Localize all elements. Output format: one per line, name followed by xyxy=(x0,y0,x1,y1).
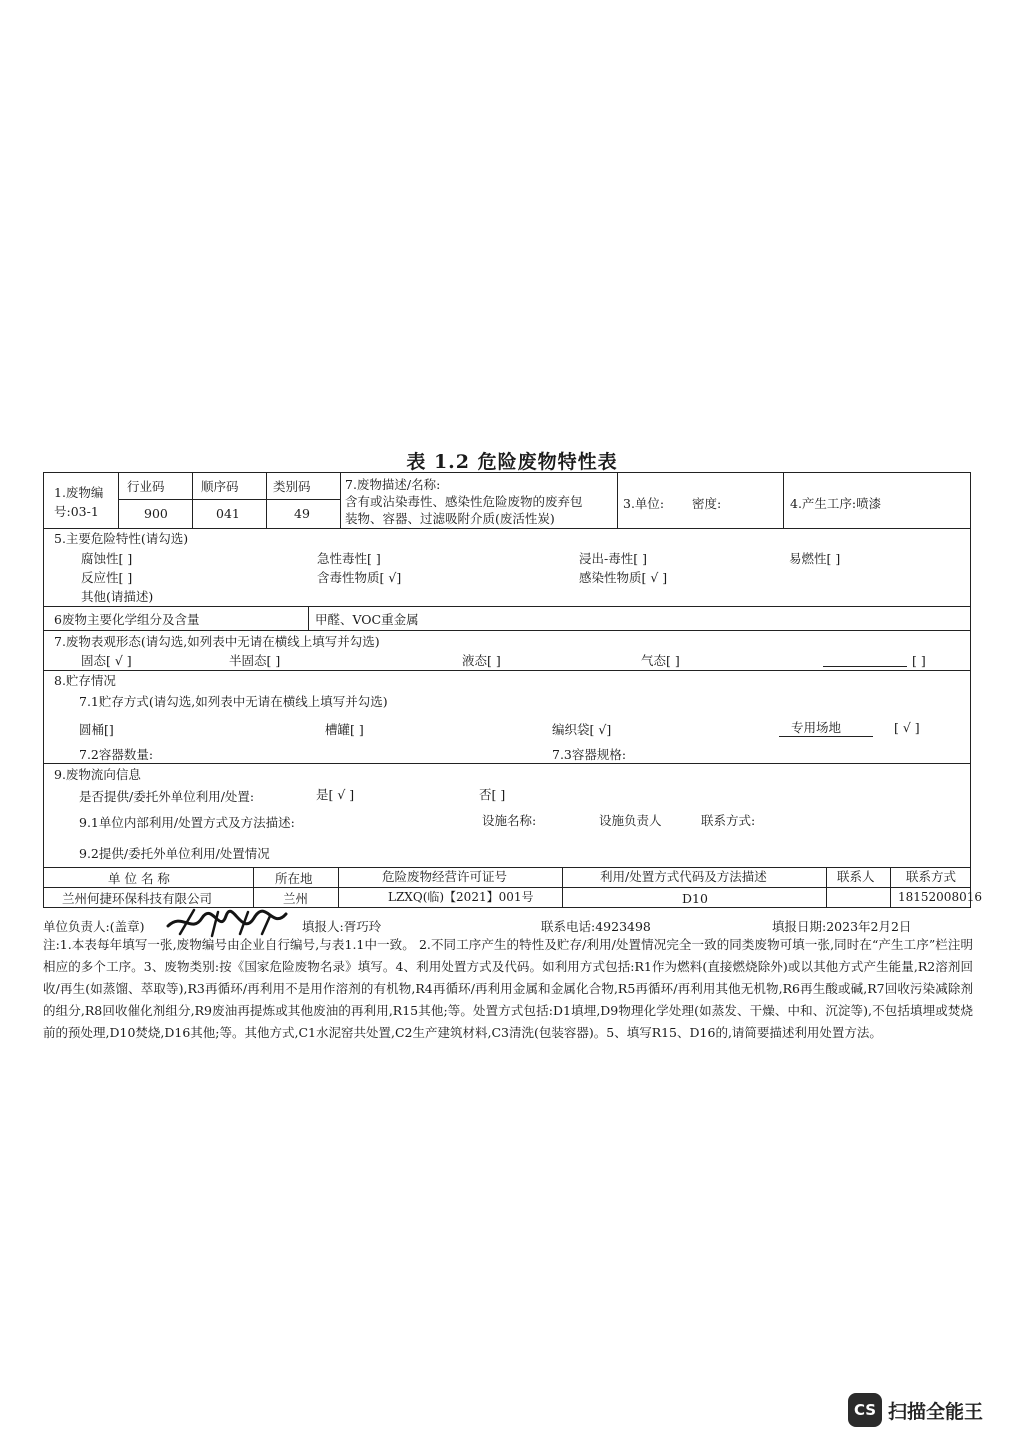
composition-label: 6废物主要化学组分及含量 xyxy=(54,612,200,627)
container-spec: 7.3容器规格: xyxy=(552,747,627,762)
hazard-other: 其他(请描述) xyxy=(81,589,154,604)
hazard-form-table xyxy=(43,472,982,908)
hazard-heading: 5.主要危险特性(请勾选) xyxy=(54,531,189,546)
flow-external: 9.2提供/委托外单位利用/处置情况 xyxy=(79,846,270,861)
form-solid: 固态[ √ ] xyxy=(81,653,132,668)
description-line1: 含有或沾染毒性、感染性危险废物的废弃包 xyxy=(345,494,583,509)
waste-number-label-line2: 号:03-1 xyxy=(54,504,99,519)
storage-heading: 8.贮存情况 xyxy=(54,673,116,688)
storage-tank: 槽罐[ ] xyxy=(325,722,364,737)
form-gas: 气态[ ] xyxy=(641,653,680,668)
sequence-code-label: 顺序码 xyxy=(201,479,239,494)
flow-yes: 是[ √ ] xyxy=(316,787,355,802)
storage-barrel: 圆桶[] xyxy=(79,722,114,737)
table-header-contact-person: 联系人 xyxy=(837,869,875,884)
scanner-brand-name: 扫描全能王 xyxy=(888,1400,984,1423)
facility-name: 设施名称: xyxy=(482,813,537,828)
table-cell-location: 兰州 xyxy=(283,891,309,906)
camscanner-logo-icon: CS xyxy=(848,1393,882,1427)
hazard-toxic-substance: 含毒性物质[ √] xyxy=(317,570,402,585)
document-title: 表 1.2 危险废物特性表 xyxy=(406,451,618,473)
table-cell-company: 兰州何捷环保科技有限公司 xyxy=(62,891,213,906)
form-semi-solid: 半固态[ ] xyxy=(229,653,281,668)
hazard-acute-toxic: 急性毒性[ ] xyxy=(317,551,381,566)
table-header-contact-method: 联系方式 xyxy=(906,869,957,884)
description-line2: 装物、容器、过滤吸附介质(废活性炭) xyxy=(345,511,555,526)
table-header-license: 危险废物经营许可证号 xyxy=(382,869,508,884)
table-cell-method: D10 xyxy=(682,891,708,906)
contact-method: 联系方式: xyxy=(701,813,756,828)
description-label: 7.废物描述/名称: xyxy=(345,477,441,492)
category-code-value: 49 xyxy=(294,506,310,521)
hazard-reactive: 反应性[ ] xyxy=(81,570,133,585)
storage-special-site-box: [ √ ] xyxy=(894,720,920,735)
form-other-box: [ ] xyxy=(912,653,926,668)
form-heading: 7.废物表观形态(请勾选,如列表中无请在横线上填写并勾选) xyxy=(54,634,380,649)
footer-filler: 填报人:胥巧玲 xyxy=(302,919,382,934)
flow-heading: 9.废物流向信息 xyxy=(54,767,141,782)
footnotes: 注:1.本表每年填写一张,废物编号由企业自行编号,与表1.1中一致。 2.不同工序产生的特性及贮存/利用/处置情况完全一致的同类废物可填一张,同时在“产生工序”栏注明相应的多个工序。3、废物类别:按《国家危险废物名录》填写。4、利用处置方式及代码。如利用方式包括:R1作为燃料(直接燃烧除外)或以其他方式产生能量,R2溶剂回收/再生(如蒸馏、萃取等),R3再循环/再利用不是用作溶剂的有机物,R4再循环/再利用金属和金属化合物,R5再循环/再利用其他无机物,R6再生酸或碱,R7回收污染减除剂的组分,R8回收催化剂组分,R9废油再提炼或其他废油的再利用,R15其他;等。处置方式包括:D1填埋,D9物理化学处理(如蒸发、干燥、中和、沉淀等),不包括填埋或焚烧前的预处理,D10焚烧,D16其他;等。其他方式,C1水泥窑共处置,C2生产建筑材料,C3清洗(包装容器)。5、填写R15、D16的,请简要描述利用处置方法。 xyxy=(43,937,973,1040)
table-header-company: 单 位 名 称 xyxy=(108,871,170,886)
hazard-infectious: 感染性物质[ √ ] xyxy=(579,570,668,585)
hazard-corrosive: 腐蚀性[ ] xyxy=(81,551,133,566)
flow-question: 是否提供/委托外单位利用/处置: xyxy=(79,789,255,804)
hazard-flammable: 易燃性[ ] xyxy=(789,551,841,566)
hazard-leach-toxic: 浸出-毒性[ ] xyxy=(579,551,647,566)
waste-number-label-line1: 1.废物编 xyxy=(54,485,104,500)
footer-responsible: 单位负责人:(盖章) xyxy=(43,919,145,934)
storage-method-heading: 7.1贮存方式(请勾选,如列表中无请在横线上填写并勾选) xyxy=(79,694,388,709)
table-cell-contact-phone: 18152008016 xyxy=(898,890,982,904)
industry-code-label: 行业码 xyxy=(127,479,165,494)
density-label: 密度: xyxy=(692,496,722,511)
industry-code-value: 900 xyxy=(144,506,168,521)
form-other-blank-line xyxy=(823,666,907,667)
table-cell-license: LZXQ(临)【2021】001号 xyxy=(388,890,534,904)
storage-special-site: 专用场地 xyxy=(779,720,873,737)
table-header-location: 所在地 xyxy=(275,871,313,886)
table-header-method: 利用/处置方式代码及方法描述 xyxy=(600,869,767,884)
process-label: 4.产生工序:喷漆 xyxy=(790,496,882,511)
container-count: 7.2容器数量: xyxy=(79,747,154,762)
flow-internal: 9.1单位内部利用/处置方式及方法描述: xyxy=(79,815,295,830)
unit-label: 3.单位: xyxy=(623,496,665,511)
composition-value: 甲醛、VOC重金属 xyxy=(315,612,419,627)
storage-woven-bag: 编织袋[ √] xyxy=(552,722,612,737)
sequence-code-value: 041 xyxy=(216,506,240,521)
footer-phone: 联系电话:4923498 xyxy=(541,919,651,934)
scanner-watermark xyxy=(848,1393,983,1427)
form-liquid: 液态[ ] xyxy=(462,653,501,668)
category-code-label: 类别码 xyxy=(273,479,311,494)
flow-no: 否[ ] xyxy=(479,787,506,802)
footer-date: 填报日期:2023年2月2日 xyxy=(772,919,912,934)
facility-owner: 设施负责人 xyxy=(599,813,662,828)
